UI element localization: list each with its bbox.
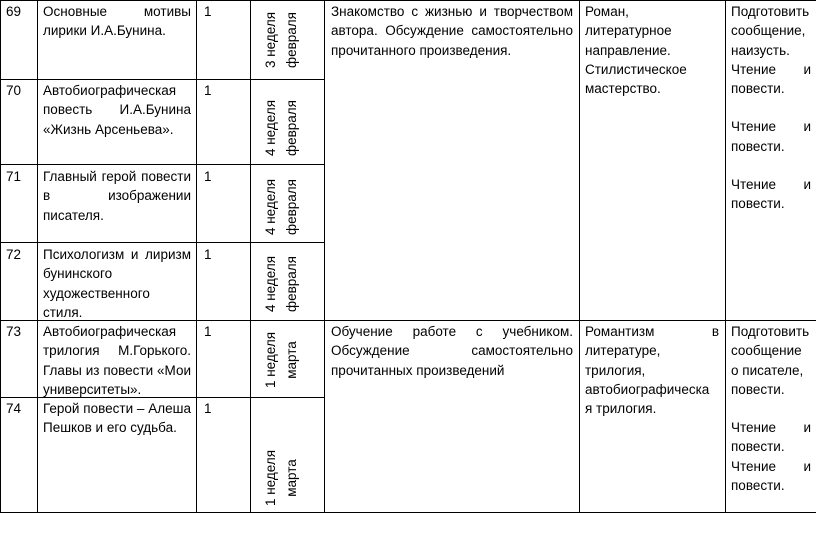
date-week: 4 неделя — [263, 99, 278, 157]
homework-item: Подготовить сообщение о писателе, повести. — [731, 324, 810, 397]
date-month: февраля — [284, 100, 299, 156]
lesson-hours: 1 — [204, 247, 212, 262]
homework-item: наизусть. — [731, 42, 790, 58]
date-week: 4 неделя — [263, 178, 278, 236]
lesson-hours: 1 — [204, 83, 212, 98]
lesson-hours: 1 — [204, 324, 212, 339]
lesson-topic: Герой повести – Алеша Пешков и его судьба. — [43, 401, 191, 436]
date-month: февраля — [284, 12, 299, 68]
lesson-hours: 1 — [204, 169, 212, 184]
literary-terms: Роман, литературное направление. Стилистическое мастерство. — [585, 4, 687, 97]
date-week: 4 неделя — [263, 255, 278, 313]
lesson-hours: 1 — [204, 401, 212, 416]
lesson-number: 71 — [6, 169, 22, 184]
literary-terms: Романтизм в литературе, трилогия, автобиографическа я трилогия. — [585, 324, 719, 417]
activity-description: Обучение работе с учебником. Обсуждение самостоятельно прочитанных произведений — [331, 324, 573, 378]
homework — [731, 322, 811, 495]
date-week: 3 неделя — [263, 11, 278, 69]
col-border — [196, 0, 197, 513]
date-month: марта — [284, 459, 299, 497]
col-border — [725, 0, 726, 513]
lesson-topic: Автобиографическая трилогия М.Горького. Главы из повести «Мои университеты». — [43, 324, 191, 397]
homework-item: Чтение и повести. — [731, 458, 811, 494]
lesson-topic: Главный герой повести в изображении писателя. — [43, 169, 191, 223]
date-month: февраля — [284, 256, 299, 312]
row-border — [0, 242, 325, 243]
homework-item: Чтение и повести. — [731, 177, 811, 212]
date-week: 1 неделя — [263, 331, 278, 389]
lesson-topic: Основные мотивы лирики И.А.Бунина. — [43, 4, 191, 39]
homework — [731, 2, 811, 214]
row-border — [0, 164, 325, 165]
col-border — [324, 0, 325, 513]
row-border — [0, 512, 816, 513]
lesson-number: 72 — [6, 247, 22, 262]
date-month: февраля — [284, 179, 299, 235]
col-border — [37, 0, 38, 513]
col-border — [579, 0, 580, 513]
lesson-number: 73 — [6, 324, 22, 339]
lesson-number: 70 — [6, 83, 22, 98]
homework-item: Чтение и повести. — [731, 61, 811, 97]
lesson-topic: Психологизм и лиризм бунинского художественного стиля. — [43, 247, 191, 320]
homework-item: Чтение и повести. — [731, 119, 811, 154]
col-border — [0, 0, 1, 513]
col-border — [250, 0, 251, 513]
homework-item: Чтение и повести. — [731, 420, 811, 455]
lesson-hours: 1 — [204, 4, 212, 19]
date-week: 1 неделя — [263, 449, 278, 507]
activity-description: Знакомство с жизнью и творчеством автора. Обсуждение самостоятельно прочитанного произведения. — [331, 4, 573, 58]
lesson-number: 69 — [6, 4, 22, 19]
homework-item: Подготовить сообщение, — [731, 4, 810, 39]
lesson-topic: Автобиографическая повесть И.А.Бунина «Жизнь Арсеньева». — [43, 83, 191, 137]
row-border — [0, 79, 325, 80]
lesson-number: 74 — [6, 401, 22, 416]
date-month: марта — [284, 341, 299, 379]
row-border — [0, 0, 816, 1]
